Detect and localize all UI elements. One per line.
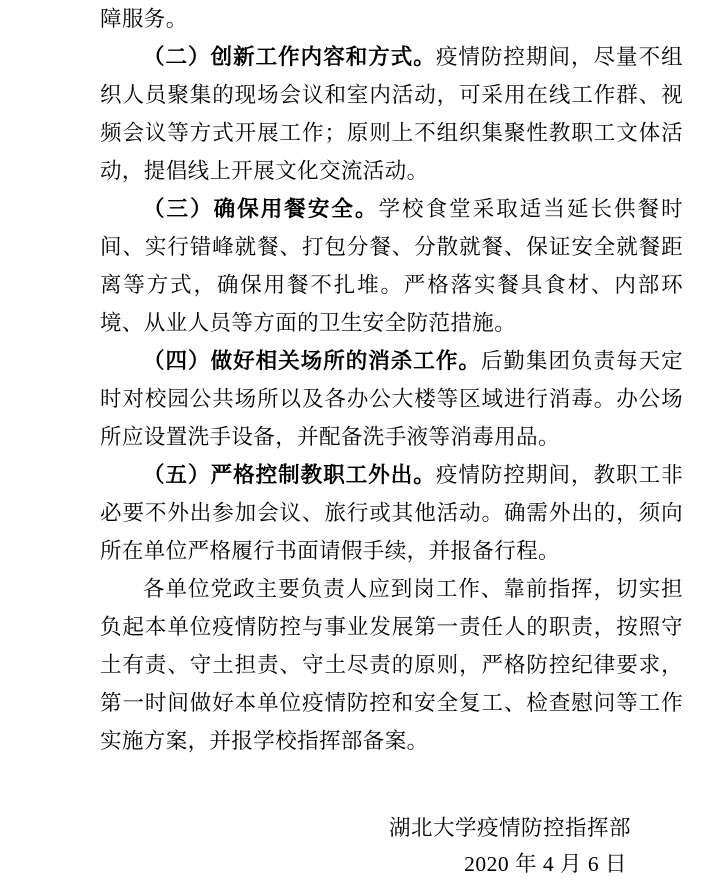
signature-block (100, 810, 683, 882)
section-heading-5: （五）严格控制教职工外出。 (143, 463, 436, 487)
section-body-5: 疫情防控期间，教职工非必要不外出参加会议、旅行或其他活动。确需外出的，须向所在单位严格履行书面请假手续，并报备行程。 (100, 463, 684, 563)
continuation-line: 障服务。 (100, 7, 188, 31)
section-heading-2: （二）创新工作内容和方式。 (143, 45, 436, 69)
section-body-3: 学校食堂采取适当延长供餐时间、实行错峰就餐、打包分餐、分散就餐、保证安全就餐距离等方式，确保用餐不扎堆。严格落实餐具食材、内部环境、从业人员等方面的卫生安全防范措施。 (100, 197, 683, 335)
closing-paragraph: 各单位党政主要负责人应到岗工作、靠前指挥，切实担负起本单位疫情防控与事业发展第一责任人的职责，按照守土有责、守土担责、守土尽责的原则，严格防控纪律要求，第一时间做好本单位疫情防控和安全复工、检查慰问等工作实施方案，并报学校指挥部备案。 (100, 577, 683, 753)
section-body-2: 疫情防控期间，尽量不组织人员聚集的现场会议和室内活动，可采用在线工作群、视频会议等方式开展工作；原则上不组织集聚性教职工文体活动，提倡线上开展文化交流活动。 (100, 45, 684, 183)
section-paragraph-4 (100, 342, 683, 456)
section-paragraph-3 (100, 190, 683, 342)
signature-spacer (100, 760, 683, 782)
section-heading-3: （三）确保用餐安全。 (143, 197, 379, 221)
signature-date: 2020 年 4 月 6 日 (464, 852, 627, 876)
section-body-4: 后勤集团负责每天定时对校园公共场所以及各办公大楼等区域进行消毒。办公场所应设置洗手设备，并配备洗手液等消毒用品。 (100, 349, 683, 449)
section-heading-4: （四）做好相关场所的消杀工作。 (143, 349, 481, 373)
section-paragraph-5 (100, 456, 683, 570)
signature-organization: 湖北大学疫情防控指挥部 (388, 816, 631, 840)
section-paragraph-2 (100, 38, 683, 190)
